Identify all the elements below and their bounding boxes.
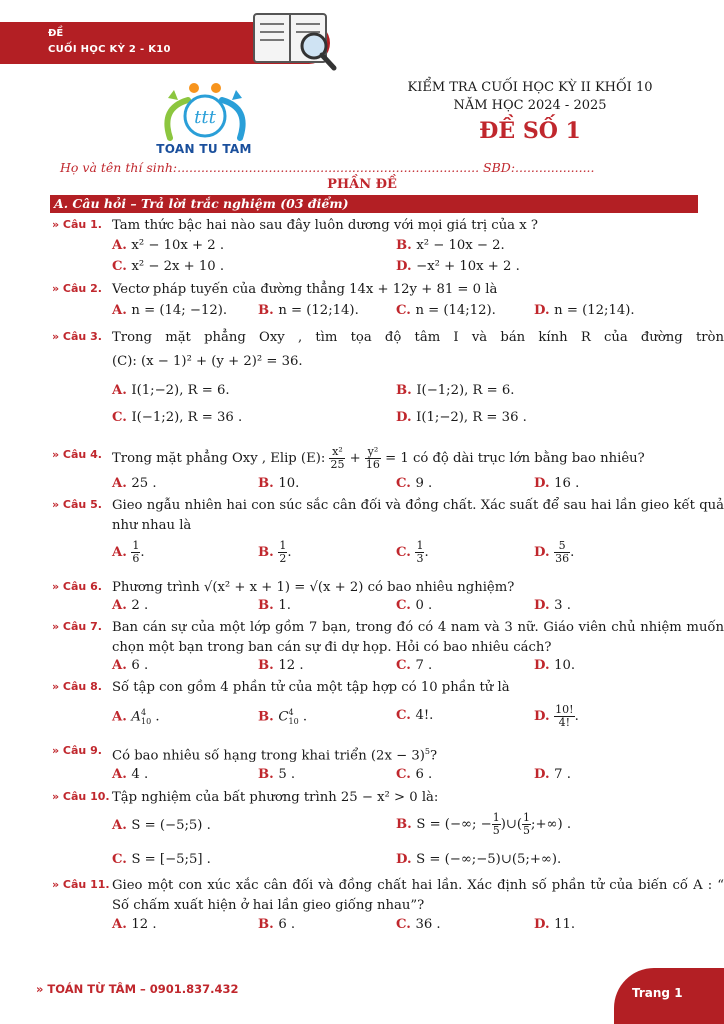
q8-option-b[interactable]: B. $C^4_{10}$ . [258, 708, 308, 727]
exam-title: KIỂM TRA CUỐI HỌC KỲ II KHỐI 10 [407, 80, 653, 95]
fraction-x2-25: $\frac{\text{x²}}{25}$ [330, 445, 345, 471]
q8-option-c[interactable]: C. 4!. [396, 708, 434, 723]
q10-option-b[interactable]: B. S = (−∞; − $\frac{1}{5}$ )∪( $\frac{1}{5}$ ;+∞) . [396, 811, 572, 837]
q11-option-d[interactable]: D. 11. [534, 917, 576, 932]
section-title: A. Câu hỏi – Trả lời trắc nghiệm (03 điểm) [50, 195, 698, 213]
q4-option-b[interactable]: B. 10. [258, 476, 300, 491]
q4-option-d[interactable]: D. 16 . [534, 476, 580, 491]
q5-option-d[interactable]: D. $\frac{5}{36}$ . [534, 539, 575, 565]
q6-option-d[interactable]: D. 3 . [534, 598, 571, 613]
question-label: » Câu 9. [52, 744, 102, 757]
q10-option-c[interactable]: C. S = [−5;5] . [112, 852, 211, 867]
question-text: Số tập con gồm 4 phần tử của một tập hợp có 10 phần tử là [112, 680, 510, 695]
q3-option-b[interactable]: B. I(−1;2), R = 6. [396, 383, 515, 398]
svg-text:ttt: ttt [194, 107, 216, 128]
q11-option-b[interactable]: B. 6 . [258, 917, 296, 932]
fraction-y2-16: $\frac{\text{y²}}{16}$ [365, 445, 380, 471]
question-text: Vectơ pháp tuyến của đường thẳng 14x + 12y + 81 = 0 là [112, 282, 498, 297]
q9-option-d[interactable]: D. 7 . [534, 767, 571, 782]
question-label: » Câu 11. [52, 878, 110, 891]
question-text: Có bao nhiêu số hạng trong khai triển $(2x - 3)^5$? [112, 747, 438, 764]
q10-option-d[interactable]: D. S = (−∞;−5)∪(5;+∞). [396, 852, 562, 867]
q7-option-b[interactable]: B. 12 . [258, 658, 304, 673]
question-label: » Câu 4. [52, 448, 102, 461]
question-label: » Câu 3. [52, 330, 102, 343]
q3-option-a[interactable]: A. I(1;−2), R = 6. [112, 383, 230, 398]
q9-option-b[interactable]: B. 5 . [258, 767, 296, 782]
exam-code: ĐỀ SỐ 1 [479, 118, 581, 144]
q4-option-a[interactable]: A. 25 . [112, 476, 157, 491]
q3-option-c[interactable]: C. I(−1;2), R = 36 . [112, 410, 243, 425]
q7-option-d[interactable]: D. 10. [534, 658, 576, 673]
q5-option-b[interactable]: B. $\frac{1}{2}$ . [258, 539, 292, 565]
question-label: » Câu 5. [52, 498, 102, 511]
ribbon-line1: ĐỀ [48, 28, 64, 39]
q6-option-c[interactable]: C. 0 . [396, 598, 433, 613]
q6-option-b[interactable]: B. 1. [258, 598, 291, 613]
q11-option-a[interactable]: A. 12 . [112, 917, 157, 932]
q1-option-a[interactable]: A. x² − 10x + 2 . [112, 238, 225, 253]
question-label: » Câu 8. [52, 680, 102, 693]
q1-option-d[interactable]: D. −x² + 10x + 2 . [396, 259, 520, 274]
question-label: » Câu 2. [52, 282, 102, 295]
student-info-line: Họ và tên thí sinh:............................................................................ SBD:.................... [60, 160, 595, 175]
ribbon-line2: CUỐI HỌC KỲ 2 - K10 [48, 44, 171, 55]
q2-option-c[interactable]: C. n = (14;12). [396, 303, 496, 318]
q8-option-a[interactable]: A. $A^4_{10}$ . [112, 708, 160, 727]
footer-page-badge [614, 968, 724, 1024]
q5-option-a[interactable]: A. $\frac{1}{6}$ . [112, 539, 145, 565]
question-label: » Câu 10. [52, 790, 110, 803]
question-label: » Câu 7. [52, 620, 102, 633]
question-text: Tam thức bậc hai nào sau đây luôn dương với mọi giá trị của x ? [112, 218, 538, 233]
page-number: Trang 1 [632, 986, 683, 1000]
question-text: Gieo một con xúc xắc cân đối và đồng chất hai lần. Xác định số phần tử của biến cố A : “ Số chấm xuất hiện ở hai lần gieo giống nhau”? [112, 878, 724, 913]
q8-option-d[interactable]: D. $\frac{10!}{4!}$ . [534, 703, 579, 729]
q9-option-c[interactable]: C. 6 . [396, 767, 433, 782]
q10-option-a[interactable]: A. S = (−5;5) . [112, 818, 211, 833]
question-text: Trong mặt phẳng Oxy , tìm tọa độ tâm I và bán kính R của đường tròn [112, 330, 724, 345]
q1-option-c[interactable]: C. x² − 2x + 10 . [112, 259, 225, 274]
logo-name: TOAN TU TAM [156, 142, 252, 156]
q2-option-d[interactable]: D. n = (12;14). [534, 303, 635, 318]
q6-option-a[interactable]: A. 2 . [112, 598, 149, 613]
q9-option-a[interactable]: A. 4 . [112, 767, 149, 782]
exam-year: NĂM HỌC 2024 - 2025 [453, 98, 607, 113]
question-text: Ban cán sự của một lớp gồm 7 bạn, trong đó có 4 nam và 3 nữ. Giáo viên chủ nhiệm muốn chọn một bạn trong ban cán sự đi dự họp. Hỏi có bao nhiêu cách? [112, 620, 724, 655]
q1-option-b[interactable]: B. x² − 10x − 2. [396, 238, 505, 253]
q3-circle-equation: (C): (x − 1)² + (y + 2)² = 36. [112, 354, 303, 369]
question-label: » Câu 1. [52, 218, 102, 231]
q4-option-c[interactable]: C. 9 . [396, 476, 433, 491]
q2-option-a[interactable]: A. n = (14; −12). [112, 303, 228, 318]
part-title: PHẦN ĐỀ [327, 177, 397, 192]
question-text: Tập nghiệm của bất phương trình 25 − x² > 0 là: [112, 790, 439, 805]
q7-option-c[interactable]: C. 7 . [396, 658, 433, 673]
q11-option-c[interactable]: C. 36 . [396, 917, 441, 932]
question-text: Gieo ngẫu nhiên hai con súc sắc cân đối và đồng chất. Xác suất để sau hai lần gieo kết quả như nhau là [112, 498, 724, 533]
q7-option-a[interactable]: A. 6 . [112, 658, 149, 673]
question-text: Trong mặt phẳng Oxy , Elip (E): $\frac{\text{x²}}{25}$ + $\frac{\text{y²}}{16}$ = 1 có độ dài trục lớn bằng bao nhiêu? [112, 445, 645, 471]
q5-option-c[interactable]: C. $\frac{1}{3}$ . [396, 539, 429, 565]
question-text: Phương trình √(x² + x + 1) = √(x + 2) có bao nhiêu nghiệm? [112, 580, 515, 595]
question-label: » Câu 6. [52, 580, 102, 593]
footer-contact: » TOÁN TỪ TÂM – 0901.837.432 [36, 982, 239, 996]
q3-option-d[interactable]: D. I(1;−2), R = 36 . [396, 410, 527, 425]
q2-option-b[interactable]: B. n = (12;14). [258, 303, 359, 318]
book-magnifier-icon [250, 8, 340, 72]
